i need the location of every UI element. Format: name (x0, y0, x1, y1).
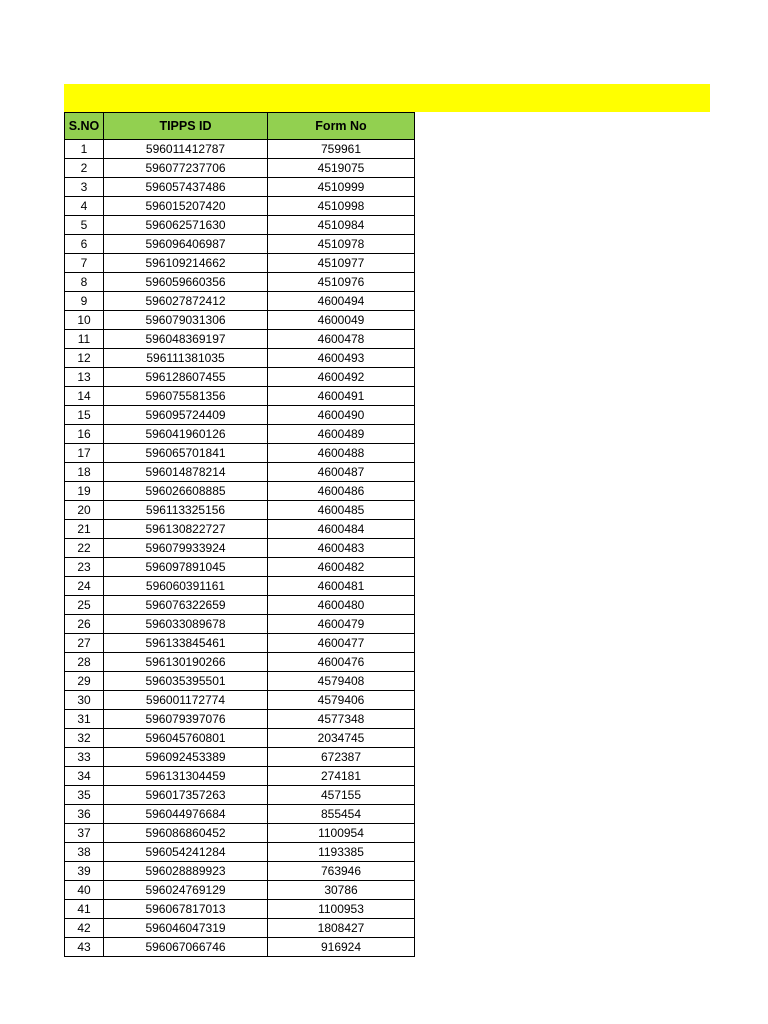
cell-form-no: 4600486 (268, 482, 415, 501)
cell-sno: 40 (65, 881, 104, 900)
cell-sno: 11 (65, 330, 104, 349)
cell-tipps-id: 596057437486 (104, 178, 268, 197)
table-row (65, 520, 415, 539)
cell-form-no: 4600484 (268, 520, 415, 539)
table-row (65, 539, 415, 558)
cell-tipps-id: 596046047319 (104, 919, 268, 938)
table-row (65, 672, 415, 691)
cell-tipps-id: 596044976684 (104, 805, 268, 824)
cell-sno: 23 (65, 558, 104, 577)
cell-sno: 7 (65, 254, 104, 273)
cell-sno: 17 (65, 444, 104, 463)
cell-form-no: 4600482 (268, 558, 415, 577)
cell-form-no: 4600483 (268, 539, 415, 558)
cell-sno: 27 (65, 634, 104, 653)
table-row (65, 482, 415, 501)
cell-form-no: 4510998 (268, 197, 415, 216)
cell-sno: 31 (65, 710, 104, 729)
cell-form-no: 4600492 (268, 368, 415, 387)
header-row (65, 113, 415, 140)
table-row (65, 843, 415, 862)
cell-sno: 34 (65, 767, 104, 786)
cell-sno: 14 (65, 387, 104, 406)
table-row (65, 330, 415, 349)
cell-sno: 33 (65, 748, 104, 767)
cell-tipps-id: 596111381035 (104, 349, 268, 368)
cell-sno: 2 (65, 159, 104, 178)
cell-form-no: 1808427 (268, 919, 415, 938)
table-row (65, 178, 415, 197)
cell-tipps-id: 596062571630 (104, 216, 268, 235)
cell-tipps-id: 596128607455 (104, 368, 268, 387)
cell-form-no: 1100954 (268, 824, 415, 843)
cell-sno: 35 (65, 786, 104, 805)
header-tipps-id: TIPPS ID (104, 113, 268, 140)
header-form-no: Form No (268, 113, 415, 140)
cell-sno: 39 (65, 862, 104, 881)
cell-sno: 16 (65, 425, 104, 444)
table-row (65, 463, 415, 482)
cell-sno: 41 (65, 900, 104, 919)
cell-tipps-id: 596065701841 (104, 444, 268, 463)
cell-sno: 42 (65, 919, 104, 938)
table-row (65, 273, 415, 292)
cell-form-no: 4600481 (268, 577, 415, 596)
cell-sno: 18 (65, 463, 104, 482)
cell-form-no: 4600494 (268, 292, 415, 311)
cell-tipps-id: 596001172774 (104, 691, 268, 710)
table-row (65, 444, 415, 463)
cell-tipps-id: 596095724409 (104, 406, 268, 425)
cell-form-no: 457155 (268, 786, 415, 805)
cell-tipps-id: 596041960126 (104, 425, 268, 444)
table-row (65, 729, 415, 748)
cell-tipps-id: 596026608885 (104, 482, 268, 501)
cell-sno: 10 (65, 311, 104, 330)
table-row (65, 653, 415, 672)
cell-tipps-id: 596077237706 (104, 159, 268, 178)
cell-form-no: 30786 (268, 881, 415, 900)
cell-sno: 30 (65, 691, 104, 710)
cell-tipps-id: 596033089678 (104, 615, 268, 634)
cell-sno: 25 (65, 596, 104, 615)
cell-tipps-id: 596076322659 (104, 596, 268, 615)
cell-tipps-id: 596130190266 (104, 653, 268, 672)
data-table (64, 112, 415, 957)
cell-form-no: 4600477 (268, 634, 415, 653)
cell-form-no: 759961 (268, 140, 415, 159)
table-row (65, 938, 415, 957)
table-row (65, 311, 415, 330)
cell-form-no: 4600478 (268, 330, 415, 349)
cell-sno: 29 (65, 672, 104, 691)
cell-tipps-id: 596017357263 (104, 786, 268, 805)
cell-tipps-id: 596027872412 (104, 292, 268, 311)
cell-sno: 22 (65, 539, 104, 558)
table-row (65, 292, 415, 311)
cell-tipps-id: 596079397076 (104, 710, 268, 729)
table-row (65, 900, 415, 919)
table-row (65, 159, 415, 178)
cell-form-no: 4600485 (268, 501, 415, 520)
cell-tipps-id: 596109214662 (104, 254, 268, 273)
table-row (65, 216, 415, 235)
cell-form-no: 2034745 (268, 729, 415, 748)
table-row (65, 748, 415, 767)
cell-tipps-id: 596075581356 (104, 387, 268, 406)
table-row (65, 501, 415, 520)
cell-form-no: 4600476 (268, 653, 415, 672)
cell-form-no: 855454 (268, 805, 415, 824)
cell-tipps-id: 596035395501 (104, 672, 268, 691)
cell-tipps-id: 596015207420 (104, 197, 268, 216)
table-row (65, 691, 415, 710)
cell-form-no: 4510984 (268, 216, 415, 235)
table-row (65, 558, 415, 577)
cell-form-no: 4600491 (268, 387, 415, 406)
cell-form-no: 4510999 (268, 178, 415, 197)
cell-tipps-id: 596086860452 (104, 824, 268, 843)
table-body (65, 140, 415, 957)
cell-tipps-id: 596133845461 (104, 634, 268, 653)
table-row (65, 406, 415, 425)
cell-tipps-id: 596024769129 (104, 881, 268, 900)
cell-form-no: 4600480 (268, 596, 415, 615)
cell-sno: 6 (65, 235, 104, 254)
cell-sno: 38 (65, 843, 104, 862)
table-row (65, 805, 415, 824)
cell-tipps-id: 596048369197 (104, 330, 268, 349)
cell-sno: 12 (65, 349, 104, 368)
cell-sno: 21 (65, 520, 104, 539)
cell-sno: 3 (65, 178, 104, 197)
cell-form-no: 4600487 (268, 463, 415, 482)
cell-sno: 26 (65, 615, 104, 634)
cell-sno: 8 (65, 273, 104, 292)
table-row (65, 425, 415, 444)
cell-form-no: 763946 (268, 862, 415, 881)
table-row (65, 919, 415, 938)
table-row (65, 577, 415, 596)
cell-form-no: 4600049 (268, 311, 415, 330)
cell-sno: 20 (65, 501, 104, 520)
cell-tipps-id: 596130822727 (104, 520, 268, 539)
cell-tipps-id: 596079031306 (104, 311, 268, 330)
table-row (65, 387, 415, 406)
table-row (65, 368, 415, 387)
cell-sno: 36 (65, 805, 104, 824)
cell-form-no: 1193385 (268, 843, 415, 862)
table-row (65, 140, 415, 159)
cell-sno: 15 (65, 406, 104, 425)
cell-tipps-id: 596079933924 (104, 539, 268, 558)
table-row (65, 615, 415, 634)
cell-form-no: 4510977 (268, 254, 415, 273)
cell-form-no: 4600479 (268, 615, 415, 634)
cell-form-no: 274181 (268, 767, 415, 786)
cell-tipps-id: 596028889923 (104, 862, 268, 881)
cell-sno: 32 (65, 729, 104, 748)
cell-tipps-id: 596014878214 (104, 463, 268, 482)
cell-form-no: 4600488 (268, 444, 415, 463)
cell-sno: 24 (65, 577, 104, 596)
cell-sno: 13 (65, 368, 104, 387)
table-row (65, 349, 415, 368)
table-row (65, 235, 415, 254)
cell-tipps-id: 596067817013 (104, 900, 268, 919)
cell-form-no: 4600493 (268, 349, 415, 368)
table-row (65, 197, 415, 216)
cell-form-no: 916924 (268, 938, 415, 957)
cell-sno: 19 (65, 482, 104, 501)
cell-tipps-id: 596097891045 (104, 558, 268, 577)
cell-form-no: 4510976 (268, 273, 415, 292)
cell-tipps-id: 596059660356 (104, 273, 268, 292)
table-row (65, 710, 415, 729)
cell-form-no: 4600490 (268, 406, 415, 425)
cell-tipps-id: 596113325156 (104, 501, 268, 520)
cell-tipps-id: 596096406987 (104, 235, 268, 254)
cell-tipps-id: 596045760801 (104, 729, 268, 748)
cell-sno: 37 (65, 824, 104, 843)
cell-tipps-id: 596131304459 (104, 767, 268, 786)
cell-form-no: 4519075 (268, 159, 415, 178)
table-row (65, 786, 415, 805)
table-row (65, 862, 415, 881)
cell-sno: 28 (65, 653, 104, 672)
table-row (65, 824, 415, 843)
cell-sno: 1 (65, 140, 104, 159)
cell-form-no: 4510978 (268, 235, 415, 254)
header-sno: S.NO (65, 113, 104, 140)
cell-tipps-id: 596067066746 (104, 938, 268, 957)
cell-tipps-id: 596054241284 (104, 843, 268, 862)
cell-tipps-id: 596092453389 (104, 748, 268, 767)
table-row (65, 634, 415, 653)
cell-tipps-id: 596011412787 (104, 140, 268, 159)
cell-form-no: 4577348 (268, 710, 415, 729)
table-row (65, 596, 415, 615)
cell-form-no: 1100953 (268, 900, 415, 919)
cell-tipps-id: 596060391161 (104, 577, 268, 596)
cell-form-no: 4579408 (268, 672, 415, 691)
cell-sno: 5 (65, 216, 104, 235)
cell-form-no: 4600489 (268, 425, 415, 444)
cell-sno: 4 (65, 197, 104, 216)
table-row (65, 254, 415, 273)
cell-sno: 43 (65, 938, 104, 957)
cell-form-no: 672387 (268, 748, 415, 767)
table-row (65, 881, 415, 900)
cell-form-no: 4579406 (268, 691, 415, 710)
cell-sno: 9 (65, 292, 104, 311)
title-band (64, 84, 710, 112)
table-row (65, 767, 415, 786)
